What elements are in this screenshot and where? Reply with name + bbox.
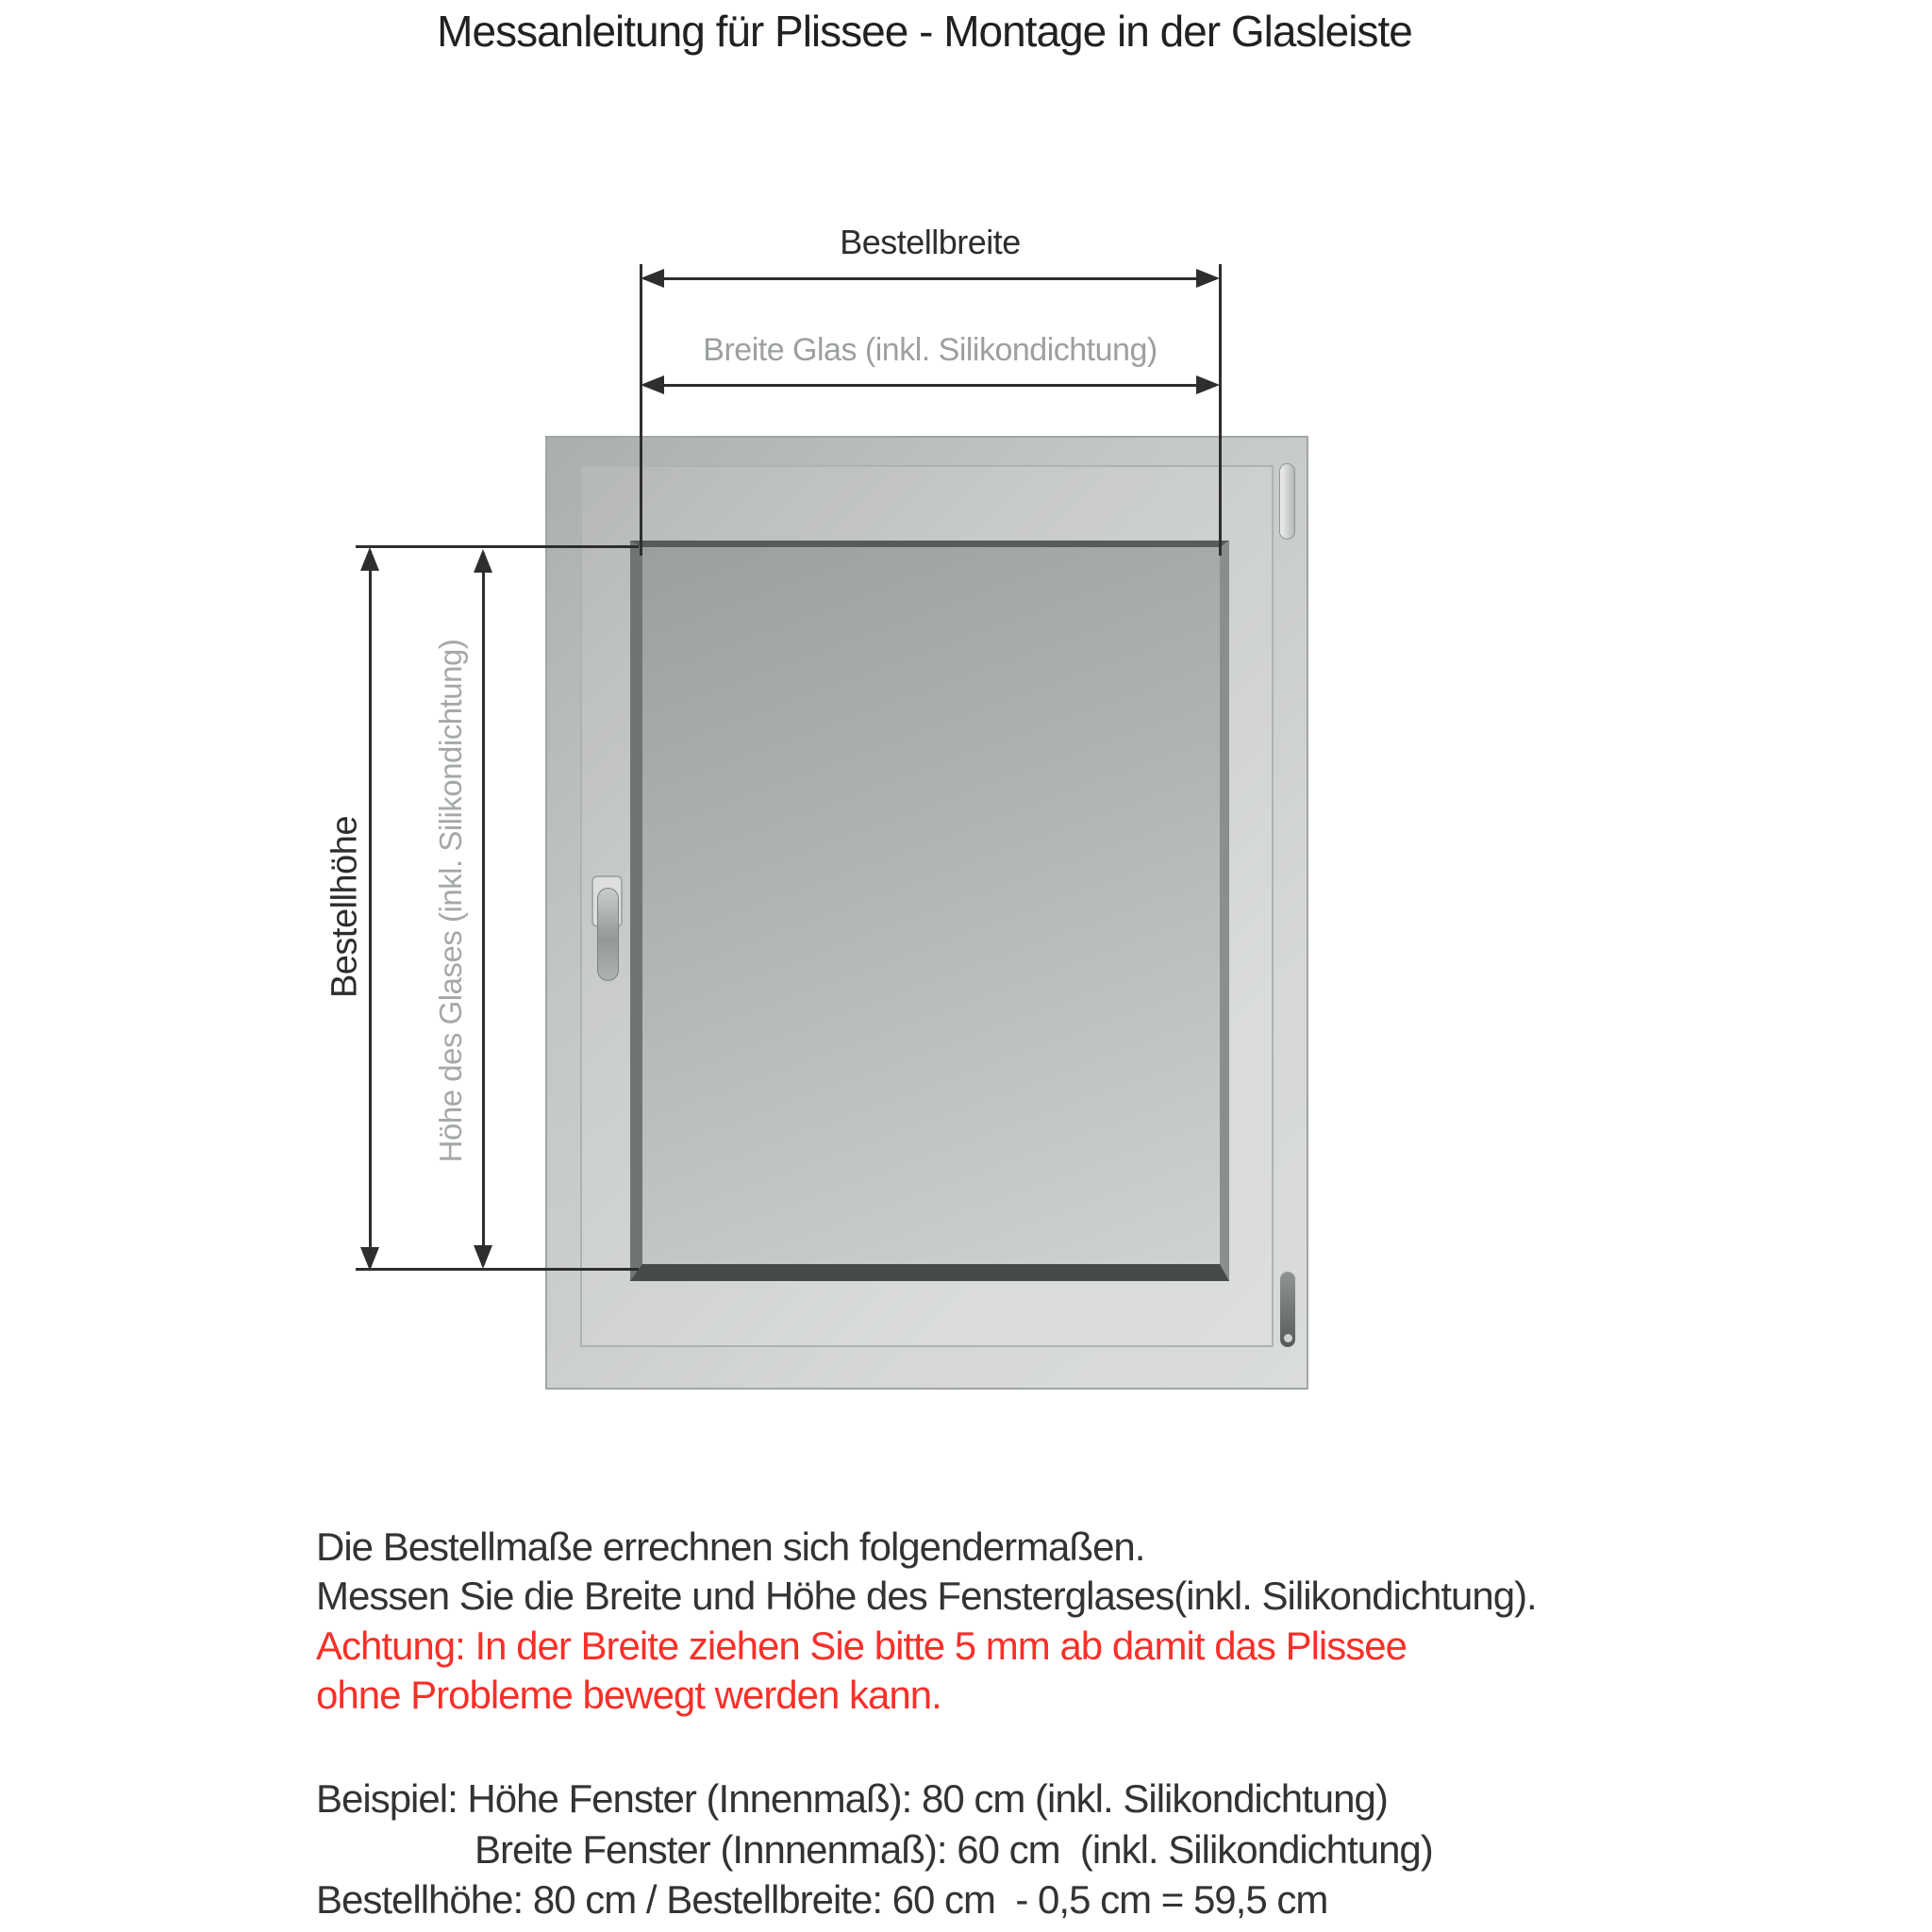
extension-line-right xyxy=(1219,264,1222,556)
page-title: Messanleitung für Plissee - Montage in der Glasleiste xyxy=(437,7,1412,56)
order-width-arrow xyxy=(641,266,1220,291)
extension-line-left xyxy=(640,264,642,556)
tick-line-top xyxy=(356,545,639,548)
arrow-shaft xyxy=(644,384,1216,387)
example-line-2: Breite Fenster (Innnenmaß): 60 cm (inkl. Silikondichtung) xyxy=(475,1827,1433,1872)
arrowhead-down-icon xyxy=(360,1247,379,1271)
hinge-pin xyxy=(1284,1334,1292,1342)
glass-height-label: Höhe des Glases (inkl. Silikondichtung) xyxy=(433,639,468,1163)
glass-height-arrow xyxy=(471,549,495,1269)
instruction-line-1: Die Bestellmaße errechnen sich folgendermaßen. xyxy=(316,1524,1145,1569)
order-height-label: Bestellhöhe xyxy=(325,815,365,999)
glass-width-label: Breite Glas (inkl. Silikondichtung) xyxy=(703,332,1158,368)
example-line-1: Beispiel: Höhe Fenster (Innenmaß): 80 cm (inkl. Silikondichtung) xyxy=(316,1776,1388,1821)
order-width-label: Bestellbreite xyxy=(840,223,1021,261)
window-handle-lever xyxy=(597,888,619,981)
warning-line-2: ohne Probleme bewegt werden kann. xyxy=(316,1673,941,1717)
glass-width-arrow xyxy=(641,373,1220,397)
arrow-shaft xyxy=(482,553,485,1265)
arrowhead-right-icon xyxy=(1196,269,1220,288)
order-height-arrow xyxy=(358,547,382,1271)
instruction-line-2: Messen Sie die Breite und Höhe des Fensterglases(inkl. Silikondichtung). xyxy=(316,1574,1537,1618)
arrowhead-right-icon xyxy=(1196,375,1220,394)
window-hinge-top xyxy=(1279,463,1295,540)
window-glass xyxy=(630,541,1229,1281)
arrow-shaft xyxy=(369,551,372,1267)
arrowhead-down-icon xyxy=(474,1245,492,1269)
example-line-3: Bestellhöhe: 80 cm / Bestellbreite: 60 cm - 0,5 cm = 59,5 cm xyxy=(316,1877,1328,1922)
warning-line-1: Achtung: In der Breite ziehen Sie bitte 5 mm ab damit das Plissee xyxy=(316,1624,1407,1668)
arrow-shaft xyxy=(644,277,1216,280)
window-hinge-bottom xyxy=(1280,1272,1295,1347)
tick-line-bottom xyxy=(356,1268,639,1271)
